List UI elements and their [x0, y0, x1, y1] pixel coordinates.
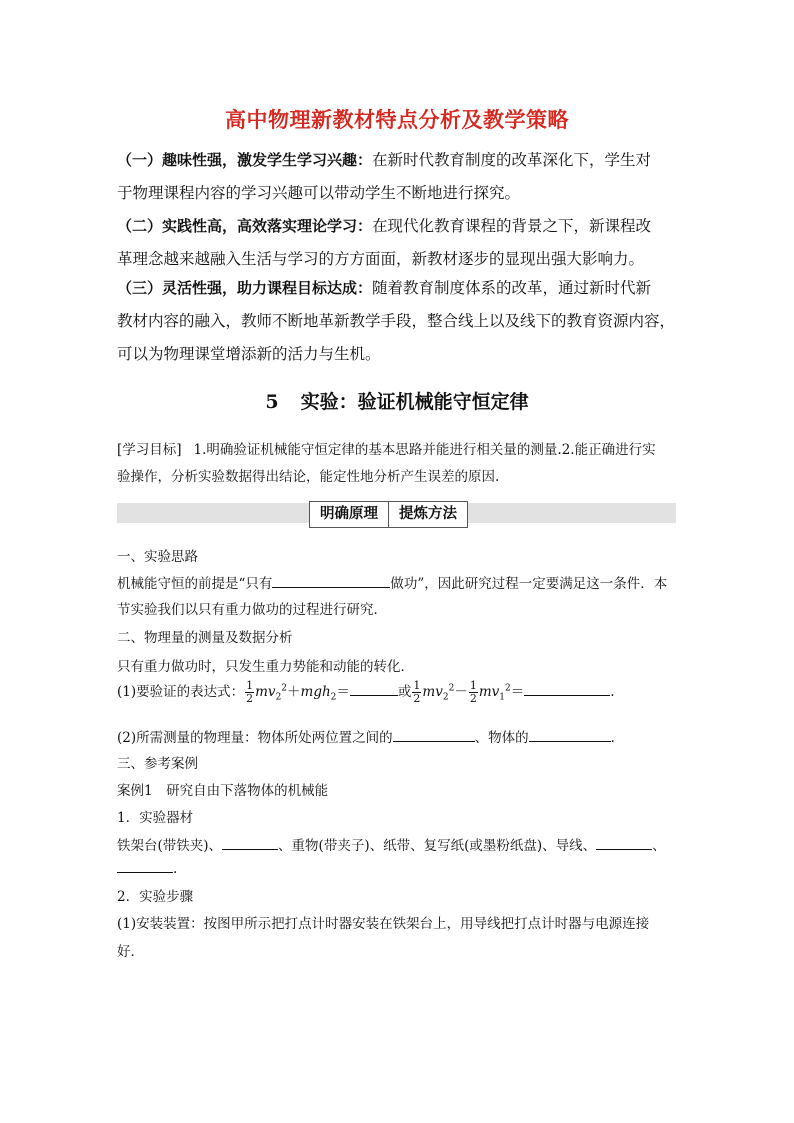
answer-blank[interactable] — [524, 681, 610, 696]
formula-term: mv — [422, 684, 443, 700]
banner-right: 提炼方法 — [388, 502, 467, 527]
answer-blank[interactable] — [350, 681, 398, 696]
text: . — [610, 684, 615, 700]
operator: ＝ — [510, 684, 525, 700]
fraction — [469, 680, 478, 705]
intro-item-1 — [117, 144, 679, 210]
text: 机械能守恒的前提是“只有 — [117, 576, 273, 592]
denominator: 2 — [413, 692, 421, 705]
section-heading: 实验：验证机械能守恒定律 — [300, 391, 529, 413]
subscript: 2 — [330, 692, 337, 703]
step-2-text-cont: 好． — [117, 944, 144, 960]
answer-blank[interactable] — [117, 858, 173, 873]
paragraph-2: 只有重力做功时，只发生重力势能和动能的转化． — [117, 659, 414, 675]
operator: ＝ — [336, 684, 350, 700]
text: 、 — [652, 838, 666, 854]
formula-term: mv — [478, 684, 500, 700]
answer-blank[interactable] — [596, 835, 652, 850]
heading-3: 三、参考案例 — [117, 756, 198, 772]
text: 或 — [397, 684, 412, 700]
intro-text: 在新时代教育制度的改革深化下，学生对 — [372, 151, 652, 169]
question-1 — [117, 680, 615, 705]
text: ． — [610, 730, 625, 746]
text: (1)要验证的表达式： — [117, 684, 245, 700]
step-1-heading: 1．实验器材 — [117, 810, 194, 826]
fraction — [245, 680, 254, 705]
text: . — [173, 861, 178, 877]
superscript: 2 — [448, 683, 455, 694]
intro-text: 于物理课程内容的学习兴趣可以带动学生不断地进行探究。 — [117, 184, 521, 202]
superscript: 2 — [281, 683, 288, 694]
text: 做功”，因此研究过程一定要满足这一条件．本 — [390, 576, 668, 592]
numerator: 1 — [469, 679, 477, 692]
banner-left: 明确原理 — [320, 506, 378, 522]
intro-text: 在现代化教育课程的背景之下，新课程改 — [372, 217, 652, 235]
equipment-list-cont — [117, 858, 177, 877]
fraction — [412, 680, 421, 705]
intro-lead: （二）实践性高，高效落实理论学习： — [117, 217, 373, 235]
answer-blank[interactable] — [393, 727, 475, 742]
intro-item-3 — [117, 272, 679, 371]
heading-1: 一、实验思路 — [117, 549, 198, 565]
intro-text: 可以为物理课堂增添新的活力与生机。 — [117, 345, 381, 363]
intro-lead: （一）趣味性强，激发学生学习兴趣： — [117, 151, 373, 169]
answer-blank[interactable] — [529, 727, 611, 742]
intro-lead: （三）灵活性强，助力课程目标达成： — [117, 279, 373, 297]
goals-line: 验操作，分析实验数据得出结论，能定性地分析产生误差的原因. — [117, 469, 500, 485]
section-number: 5 — [265, 391, 279, 413]
section-title — [0, 387, 794, 414]
intro-text: 革理念越来越融入生活与学习的方方面面，新教材逐步的显现出强大影响力。 — [117, 250, 645, 268]
answer-blank[interactable] — [222, 835, 278, 850]
subscript: 2 — [275, 692, 282, 703]
intro-item-2 — [117, 210, 679, 276]
denominator: 2 — [469, 692, 477, 705]
step-2-text: (1)安装装置：按图甲所示把打点计时器安装在铁架台上，用导线把打点计时器与电源连接 — [117, 916, 650, 932]
step-2-heading: 2．实验步骤 — [117, 889, 194, 905]
paragraph-1 — [117, 572, 667, 592]
denominator: 2 — [246, 692, 254, 705]
banner-box — [309, 501, 468, 528]
formula-term: mv — [255, 684, 276, 700]
subscript: 2 — [442, 692, 449, 703]
text: 、物体的 — [474, 730, 529, 746]
answer-blank[interactable] — [272, 573, 390, 588]
intro-text: 随着教育制度体系的改革，通过新时代新 — [372, 279, 652, 297]
paragraph-1-cont: 节实验我们以只有重力做功的过程进行研究． — [117, 602, 387, 618]
heading-2: 二、物理量的测量及数据分析 — [117, 630, 293, 646]
learning-goals — [117, 437, 679, 491]
operator: ＋ — [287, 684, 301, 700]
text: 、重物(带夹子)、纸带、复写纸(或墨粉纸盘)、导线、 — [278, 838, 597, 854]
numerator: 1 — [246, 679, 254, 692]
goals-line: 1.明确验证机械能守恒定律的基本思路并能进行相关量的测量.2.能正确进行实 — [193, 442, 656, 458]
numerator: 1 — [413, 679, 421, 692]
case-title: 案例1 研究自由下落物体的机械能 — [117, 783, 329, 799]
equipment-list — [117, 834, 666, 854]
formula-term: mgh — [300, 684, 331, 700]
superscript: 2 — [504, 683, 511, 694]
subscript: 1 — [499, 692, 505, 703]
goals-tag: [学习目标] — [117, 442, 182, 458]
intro-text: 教材内容的融入，教师不断地革新教学手段，整合线上以及线下的教育资源内容， — [117, 312, 676, 330]
text: (2)所需测量的物理量：物体所处两位置之间的 — [117, 730, 393, 746]
text: 铁架台(带铁夹)、 — [117, 838, 223, 854]
main-title: 高中物理新教材特点分析及教学策略 — [225, 108, 569, 132]
question-2 — [117, 726, 624, 746]
operator: － — [454, 684, 468, 700]
